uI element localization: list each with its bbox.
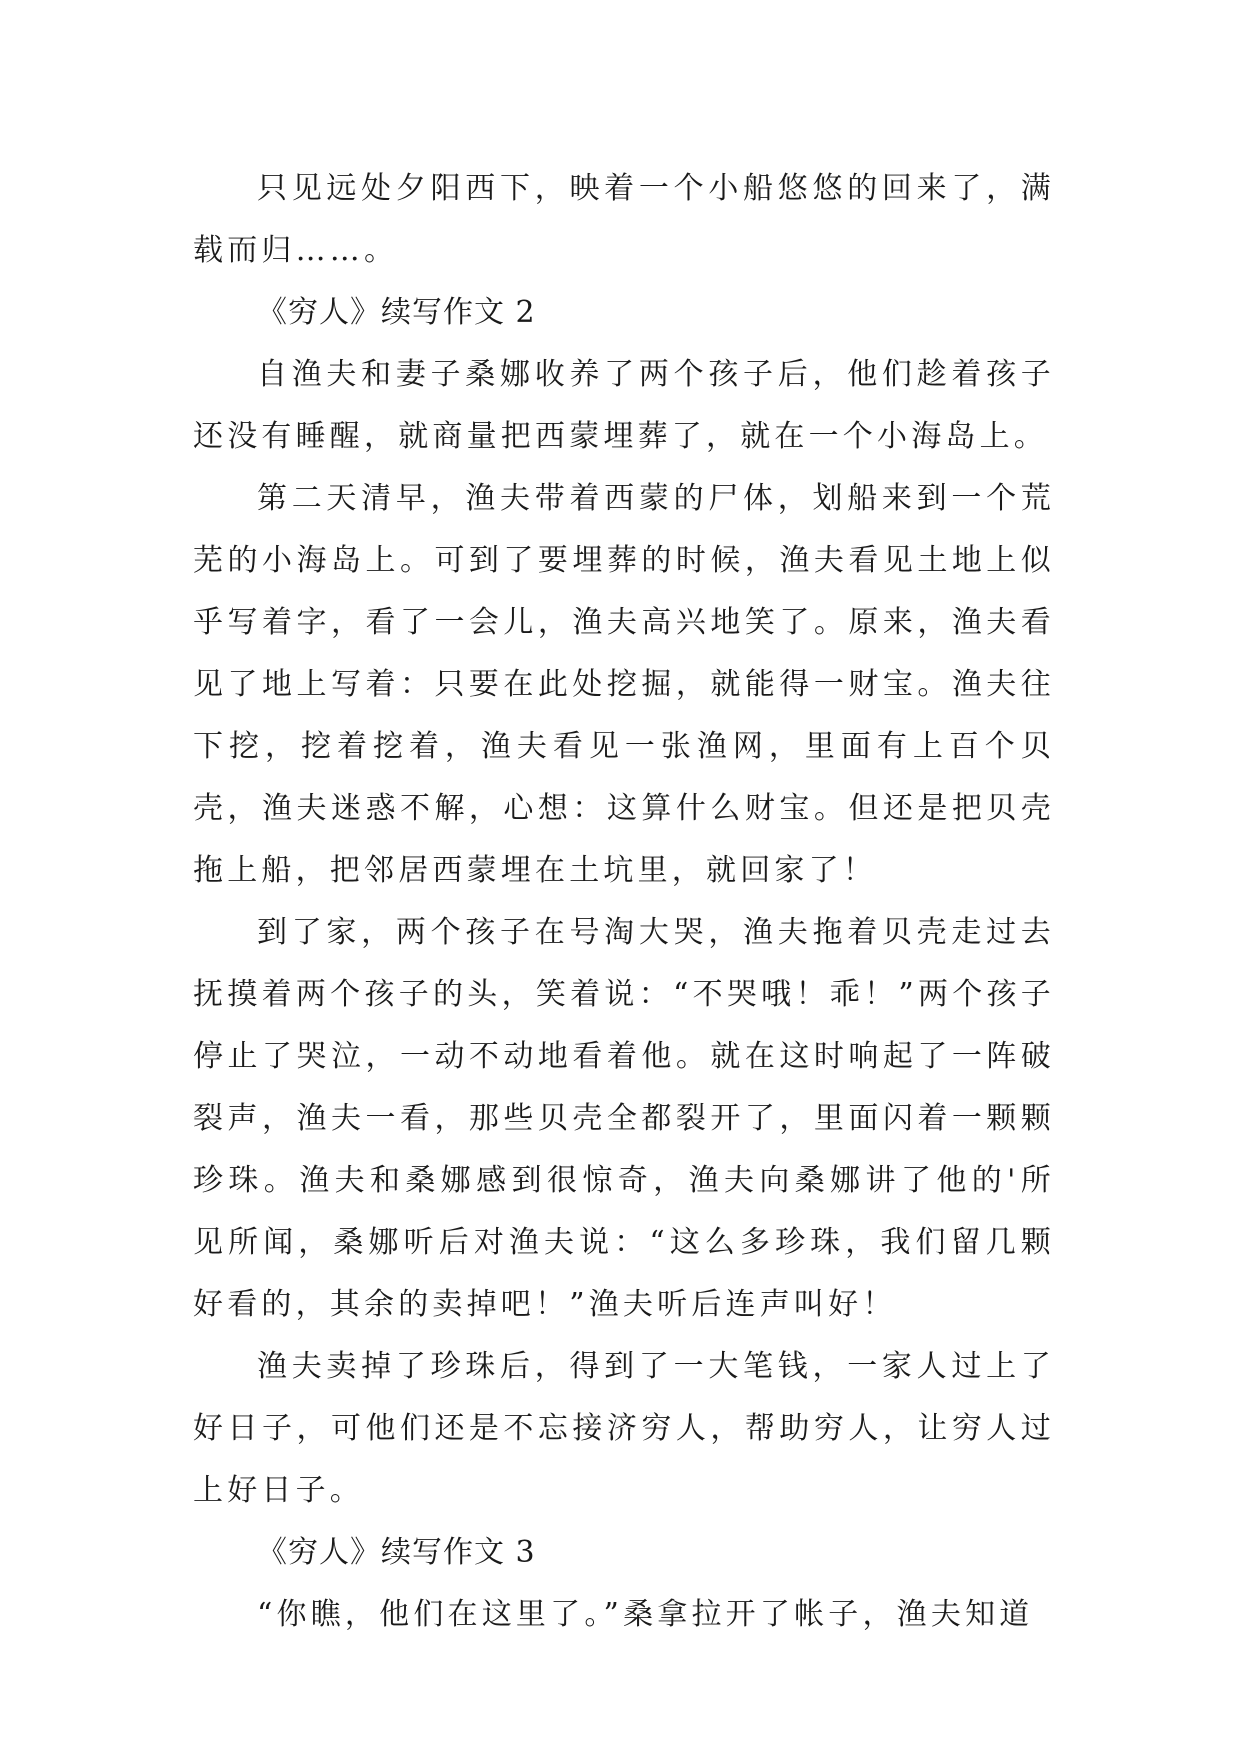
paragraph: 自渔夫和妻子桑娜收养了两个孩子后，他们趁着孩子还没有睡醒，就商量把西蒙埋葬了，就在一个小海岛上。 [193,357,1055,454]
essay-heading-2: 《穷人》续写作文 2 [257,295,536,330]
paragraph: 到了家，两个孩子在号淘大哭，渔夫拖着贝壳走过去抚摸着两个孩子的头，笑着说：“不哭哦！乖！”两个孩子停止了哭泣，一动不动地看着他。就在这时响起了一阵破裂声，渔夫一看，那些贝壳全都裂开了，里面闪着一颗颗珍珠。渔夫和桑娜感到很惊奇，渔夫向桑娜讲了他的'所见所闻，桑娜听后对渔夫说：“这么多珍珠，我们留几颗好看的，其余的卖掉吧！”渔夫听后连声叫好！ [193,915,1055,1322]
paragraph: 渔夫卖掉了珍珠后，得到了一大笔钱，一家人过上了好日子，可他们还是不忘接济穷人，帮助穷人，让穷人过上好日子。 [193,1349,1055,1508]
essay-heading-3: 《穷人》续写作文 3 [257,1535,536,1570]
paragraph: “你瞧，他们在这里了。”桑拿拉开了帐子，渔夫知道 [257,1597,1034,1632]
document-body [193,158,1055,1646]
paragraph-intro-ending: 只见远处夕阳西下，映着一个小船悠悠的回来了，满载而归……。 [193,171,1055,268]
paragraph: 第二天清早，渔夫带着西蒙的尸体，划船来到一个荒芜的小海岛上。可到了要埋葬的时候，渔夫看见土地上似乎写着字，看了一会儿，渔夫高兴地笑了。原来，渔夫看见了地上写着：只要在此处挖掘，就能得一财宝。渔夫往下挖，挖着挖着，渔夫看见一张渔网，里面有上百个贝壳，渔夫迷惑不解，心想：这算什么财宝。但还是把贝壳拖上船，把邻居西蒙埋在土坑里，就回家了！ [193,481,1055,888]
